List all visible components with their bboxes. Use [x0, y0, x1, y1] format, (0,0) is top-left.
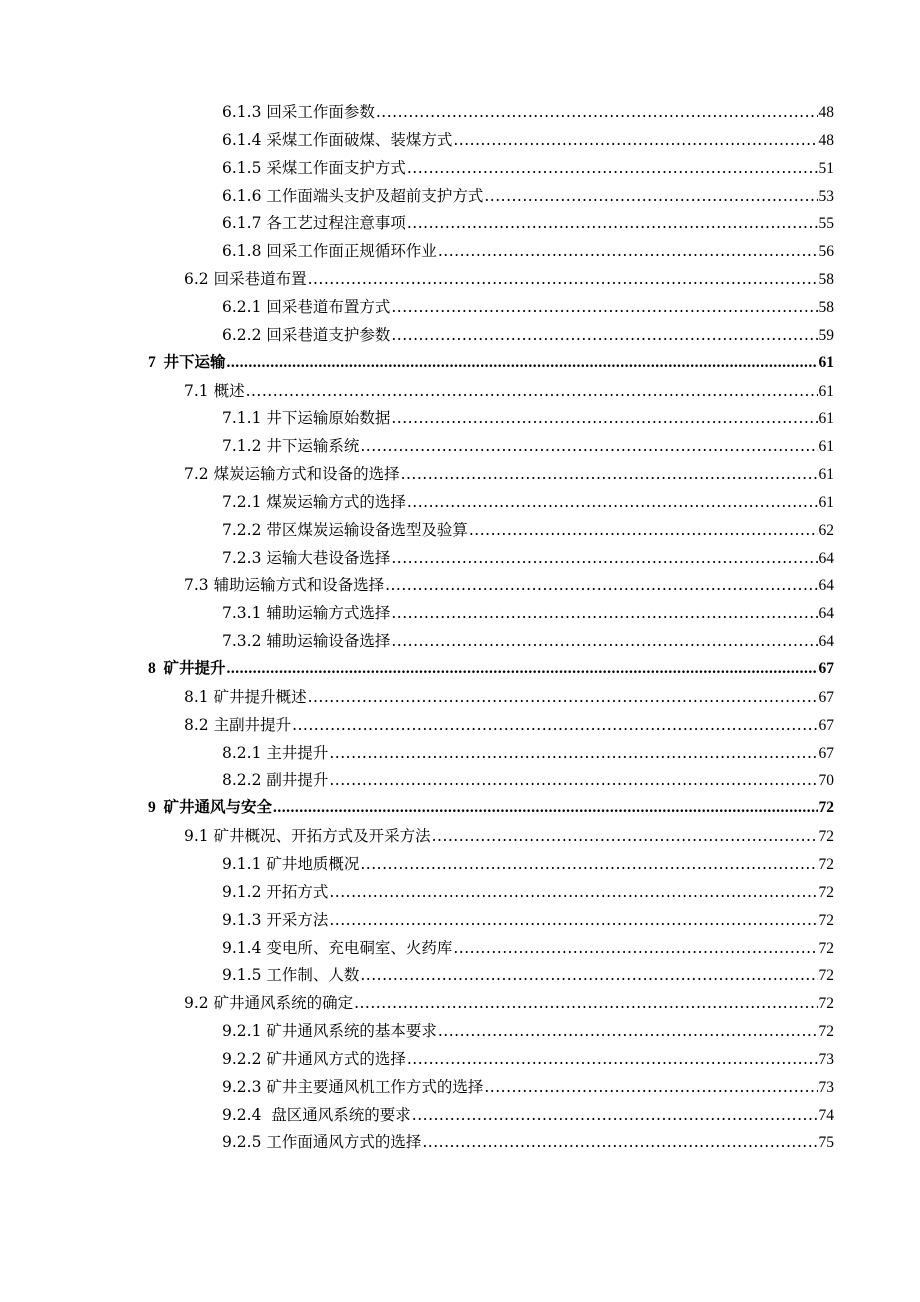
toc-dot-leader: [329, 766, 817, 794]
toc-entry-page: 64: [818, 549, 834, 567]
toc-entry[interactable]: [222, 961, 834, 989]
toc-entry-page: 61: [818, 466, 834, 484]
toc-dot-leader: [354, 989, 817, 1017]
toc-entry-page: 56: [818, 243, 834, 261]
toc-entry-title: 9.2.4 盘区通风系统的要求: [222, 1105, 411, 1124]
toc-entry[interactable]: [222, 934, 834, 962]
toc-dot-leader: [391, 404, 817, 432]
toc-entry-title: 7.2 煤炭运输方式和设备的选择: [184, 465, 400, 484]
toc-entry-title: 7.3.1 辅助运输方式选择: [222, 604, 391, 623]
toc-dot-leader: [438, 237, 818, 265]
toc-entry-page: 61: [818, 353, 834, 371]
toc-entry-title: 8.2.2 副井提升: [222, 771, 329, 790]
toc-entry[interactable]: [148, 655, 834, 683]
toc-entry-title: 9.1.4 变电所、充电硐室、火药库: [222, 938, 453, 957]
toc-entry[interactable]: [222, 404, 834, 432]
toc-entry-title: 9.1.5 工作制、人数: [222, 966, 360, 985]
toc-entry[interactable]: [222, 878, 834, 906]
toc-entry-page: 67: [818, 744, 834, 762]
toc-dot-leader: [391, 544, 817, 572]
toc-entry-page: 70: [818, 772, 834, 790]
toc-entry[interactable]: [222, 182, 834, 210]
toc-entry-page: 59: [818, 326, 834, 344]
toc-dot-leader: [391, 293, 817, 321]
toc-dot-leader: [385, 571, 817, 599]
toc-entry[interactable]: [222, 154, 834, 182]
toc-dot-leader: [453, 126, 817, 154]
toc-dot-leader: [407, 488, 818, 516]
toc-entry-page: 58: [818, 271, 834, 289]
toc-entry[interactable]: [222, 1045, 834, 1073]
toc-dot-leader: [329, 878, 817, 906]
toc-entry-title: 6.1.8 回采工作面正规循环作业: [222, 242, 437, 261]
toc-entry[interactable]: [184, 989, 834, 1017]
toc-dot-leader: [469, 516, 818, 544]
toc-dot-leader: [308, 683, 818, 711]
toc-entry[interactable]: [184, 571, 834, 599]
toc-entry-page: 51: [818, 159, 834, 177]
toc-entry-page: 61: [818, 410, 834, 428]
toc-entry[interactable]: [184, 683, 834, 711]
toc-entry-page: 72: [818, 1023, 834, 1041]
toc-entry[interactable]: [148, 349, 834, 377]
toc-entry-page: 73: [818, 1050, 834, 1068]
toc-entry[interactable]: [222, 1128, 834, 1156]
toc-dot-leader: [453, 934, 817, 962]
toc-entry[interactable]: [222, 627, 834, 655]
toc-entry-page: 74: [818, 1106, 834, 1124]
toc-entry[interactable]: [222, 850, 834, 878]
toc-entry[interactable]: [184, 822, 834, 850]
toc-entry-title: 6.2 回采巷道布置: [184, 270, 307, 289]
toc-entry[interactable]: [222, 544, 834, 572]
toc-entry[interactable]: [222, 516, 834, 544]
toc-dot-leader: [484, 1073, 817, 1101]
toc-entry-title: 9 矿井通风与安全: [148, 799, 273, 817]
toc-entry-title: 8 矿井提升: [148, 660, 226, 677]
toc-entry-page: 55: [818, 215, 834, 233]
toc-entry-title: 7.3 辅助运输方式和设备选择: [184, 576, 385, 595]
toc-entry-title: 9.2.3 矿井主要通风机工作方式的选择: [222, 1077, 484, 1096]
toc-entry-page: 73: [818, 1078, 834, 1096]
toc-entry-title: 9.2 矿井通风系统的确定: [184, 994, 354, 1013]
toc-entry-title: 6.1.4 采煤工作面破煤、装煤方式: [222, 130, 453, 149]
toc-dot-leader: [329, 739, 817, 767]
toc-entry-title: 7.1.1 井下运输原始数据: [222, 409, 391, 428]
toc-entry-page: 72: [818, 995, 834, 1013]
toc-entry-page: 72: [818, 799, 834, 817]
toc-entry-title: 6.2.2 回采巷道支护参数: [222, 325, 391, 344]
toc-entry-title: 6.2.1 回采巷道布置方式: [222, 297, 391, 316]
toc-entry[interactable]: [222, 126, 834, 154]
toc-entry-page: 67: [818, 716, 834, 734]
toc-dot-leader: [360, 961, 817, 989]
toc-entry-title: 7.1.2 井下运输系统: [222, 437, 360, 456]
toc-entry-page: 48: [818, 104, 834, 121]
toc-entry-page: 64: [818, 577, 834, 595]
toc-dot-leader: [432, 822, 818, 850]
toc-entry-page: 58: [818, 298, 834, 316]
toc-entry-page: 64: [818, 605, 834, 623]
toc-dot-leader: [308, 265, 818, 293]
toc-entry-title: 9.1.1 矿井地质概况: [222, 854, 360, 873]
toc-entry-title: 7.2.3 运输大巷设备选择: [222, 548, 391, 567]
toc-dot-leader: [360, 850, 817, 878]
toc-dot-leader: [391, 599, 817, 627]
toc-dot-leader: [292, 711, 817, 739]
toc-entry-page: 53: [818, 187, 834, 205]
toc-entry[interactable]: [222, 1101, 834, 1129]
toc-dot-leader: [391, 321, 817, 349]
toc-dot-leader: [227, 655, 818, 683]
toc-entry-page: 72: [818, 967, 834, 985]
toc-entry[interactable]: [222, 321, 834, 349]
toc-entry[interactable]: [184, 460, 834, 488]
toc-entry-title: 8.1 矿井提升概述: [184, 687, 307, 706]
toc-entry-title: 9.1 矿井概况、开拓方式及开采方法: [184, 827, 431, 846]
toc-dot-leader: [401, 460, 818, 488]
toc-entry-page: 75: [818, 1134, 834, 1152]
toc-entry-title: 9.1.3 开采方法: [222, 910, 329, 929]
toc-entry-title: 8.2.1 主井提升: [222, 743, 329, 762]
toc-entry[interactable]: [222, 1073, 834, 1101]
toc-dot-leader: [391, 627, 817, 655]
toc-entry-title: 7.2.1 煤炭运输方式的选择: [222, 492, 406, 511]
toc-entry[interactable]: [148, 794, 834, 822]
toc-entry[interactable]: [222, 488, 834, 516]
toc-entry-title: 7 井下运输: [148, 353, 226, 371]
toc-dot-leader: [412, 1101, 818, 1129]
toc-entry-title: 7.2.2 带区煤炭运输设备选型及验算: [222, 520, 468, 539]
toc-dot-leader: [329, 906, 817, 934]
toc-dot-leader: [273, 794, 817, 822]
toc-entry[interactable]: [184, 377, 834, 405]
toc-entry[interactable]: [222, 906, 834, 934]
toc-entry-page: 72: [818, 828, 834, 846]
toc-entry-page: 72: [818, 883, 834, 901]
toc-entry-title: 9.2.1 矿井通风系统的基本要求: [222, 1022, 437, 1041]
toc-dot-leader: [246, 377, 818, 405]
toc-entry[interactable]: [222, 599, 834, 627]
toc-entry-title: 7.3.2 辅助运输设备选择: [222, 632, 391, 651]
toc-entry-title: 9.1.2 开拓方式: [222, 882, 329, 901]
toc-entry-page: 67: [818, 660, 834, 677]
toc-entry[interactable]: [222, 766, 834, 794]
toc-entry[interactable]: [184, 265, 834, 293]
toc-entry-title: 6.1.7 各工艺过程注意事项: [222, 214, 406, 233]
toc-entry-page: 72: [818, 855, 834, 873]
toc-entry-title: 9.2.2 矿井通风方式的选择: [222, 1049, 406, 1068]
toc-entry-title: 9.2.5 工作面通风方式的选择: [222, 1133, 422, 1152]
toc-entry-page: 61: [818, 382, 834, 400]
toc-entry-title: 6.1.5 采煤工作面支护方式: [222, 158, 406, 177]
toc-entry[interactable]: [222, 209, 834, 237]
toc-entry[interactable]: [222, 739, 834, 767]
toc-dot-leader: [407, 1045, 818, 1073]
toc-dot-leader: [407, 209, 818, 237]
toc-entry[interactable]: [222, 293, 834, 321]
toc-entry-page: 72: [818, 911, 834, 929]
toc-entry[interactable]: [222, 1017, 834, 1045]
toc-entry-title: 6.1.6 工作面端头支护及超前支护方式: [222, 186, 484, 205]
toc-entry[interactable]: [184, 711, 834, 739]
toc-entry-page: 67: [818, 688, 834, 706]
toc-entry[interactable]: [222, 98, 834, 126]
toc-dot-leader: [376, 98, 818, 126]
toc-dot-leader: [484, 182, 817, 210]
toc-entry[interactable]: [222, 237, 834, 265]
toc-entry-title: 6.1.3 回采工作面参数: [222, 103, 375, 121]
toc-entry-title: 7.1 概述: [184, 381, 245, 400]
toc-entry-page: 62: [818, 521, 834, 539]
toc-dot-leader: [227, 349, 818, 377]
toc-dot-leader: [407, 154, 818, 182]
toc-dot-leader: [360, 432, 817, 460]
toc-entry-title: 8.2 主副井提升: [184, 715, 292, 734]
toc-entry-page: 61: [818, 493, 834, 511]
toc-dot-leader: [422, 1128, 817, 1156]
toc-dot-leader: [438, 1017, 818, 1045]
toc-entry-page: 61: [818, 438, 834, 456]
toc-entry-page: 64: [818, 633, 834, 651]
toc-entry[interactable]: [222, 432, 834, 460]
toc-entry-page: 48: [818, 131, 834, 149]
toc-entry-page: 72: [818, 939, 834, 957]
